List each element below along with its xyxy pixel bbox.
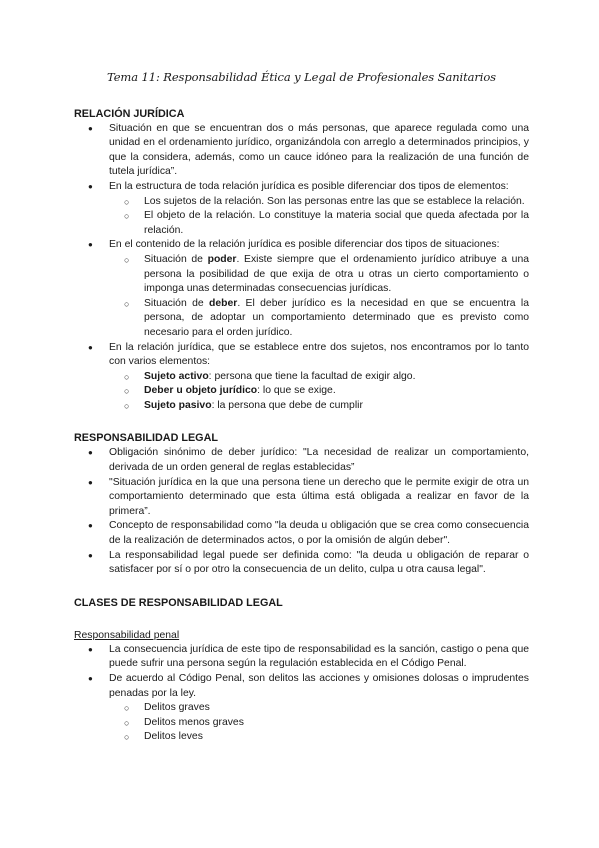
item-text: : persona que tiene la facultad de exigir algo. (208, 370, 416, 382)
list-item: ● Obligación sinónimo de deber jurídico: "La necesidad de realizar un comportamiento, derivada de un orden general de reglas establecidas” (74, 446, 529, 475)
item-text: Situación de (144, 253, 208, 265)
item-text: . El deber jurídico es la necesidad en que se encuentra la persona, de adoptar un comportamiento determinado que es previsto como necesario para el orden jurídico. (144, 297, 529, 338)
responsabilidad-legal-list (74, 446, 529, 577)
responsabilidad-penal-list (74, 643, 529, 745)
item-text: : lo que se exige. (257, 385, 336, 397)
relacion-juridica-list (74, 122, 529, 414)
list-item: ● Situación en que se encuentran dos o más personas, que aparece regulada como una unidad en el ordenamiento jurídico, organizándola con arreglo a determinados principios, y que la considera, además, como un cauce idóneo para la realización de una función de tutela jurídica”. (74, 122, 529, 180)
item-text: Situación de (144, 297, 210, 309)
item-bold-term: Deber u objeto jurídico (144, 385, 258, 397)
list-item (74, 672, 529, 745)
sublist (109, 195, 529, 239)
item-bold-term: Sujeto activo (144, 370, 209, 382)
sublist-item: ○ Delitos leves (109, 730, 529, 745)
section-heading-clases: CLASES DE RESPONSABILIDAD LEGAL (74, 596, 283, 609)
sublist-item: ○ El objeto de la relación. Lo constituye la materia social que queda afectada por la relación. (109, 209, 529, 238)
list-item (74, 238, 529, 340)
list-item-text: En la relación jurídica, que se establece entre dos sujetos, nos encontramos por lo tanto con varios elementos: (109, 341, 529, 368)
sublist (109, 370, 529, 414)
item-bold-term: deber (209, 297, 238, 309)
list-item-text: En la estructura de toda relación jurídica es posible diferenciar dos tipos de elementos: (109, 180, 509, 192)
sublist-item (109, 253, 529, 297)
list-item-text: En el contenido de la relación jurídica es posible diferenciar dos tipos de situaciones: (109, 239, 500, 251)
list-item (74, 341, 529, 414)
sublist (109, 253, 529, 341)
list-item: ● La consecuencia jurídica de este tipo de responsabilidad es la sanción, castigo o pena que puede sufrir una persona según la regulación establecida en el Código Penal. (74, 643, 529, 672)
list-item-text: De acuerdo al Código Penal, son delitos las acciones y omisiones dolosas o imprudentes penadas por la ley. (109, 673, 529, 699)
item-text: : la persona que debe de cumplir (211, 399, 363, 411)
sublist-item (109, 399, 529, 414)
list-item: ● La responsabilidad legal puede ser definida como: "la deuda u obligación de reparar o satisfacer por sí o por otro la consecuencia de un delito, culpa u otra causa legal". (74, 549, 529, 578)
list-item: ● "Situación jurídica en la que una persona tiene un derecho que le permite exigir de otra un comportamiento determinado que esta última está obligada a realizar en favor de la primera”. (74, 476, 529, 520)
list-item (74, 180, 529, 238)
item-bold-term: Sujeto pasivo (144, 399, 212, 411)
item-text: . Existe siempre que el ordenamiento jurídico atribuye a una persona la posibilidad de que exija de otra u otras un cierto comportamiento o imponga unas determinadas consecuencias jurídicas. (144, 253, 529, 295)
section-heading-responsabilidad-legal: RESPONSABILIDAD LEGAL (74, 432, 218, 445)
sublist-item (109, 384, 529, 399)
sublist-item (109, 370, 529, 385)
sublist-item: ○ Delitos menos graves (109, 716, 529, 731)
sublist-item: ○ Los sujetos de la relación. Son las personas entre las que se establece la relación. (109, 195, 529, 210)
page-title: Tema 11: Responsabilidad Ética y Legal de Profesionales Sanitarios (107, 70, 496, 84)
sublist (109, 701, 529, 745)
item-bold-term: poder (207, 253, 237, 265)
sublist-item (109, 297, 529, 341)
section-heading-relacion-juridica: RELACIÓN JURÍDICA (74, 107, 185, 120)
sublist-item: ○ Delitos graves (109, 701, 529, 716)
list-item: ● Concepto de responsabilidad como "la deuda u obligación que se crea como consecuencia de la realización de determinados actos, o por la omisión de algún deber". (74, 519, 529, 548)
subheading-responsabilidad-penal: Responsabilidad penal (74, 629, 180, 641)
